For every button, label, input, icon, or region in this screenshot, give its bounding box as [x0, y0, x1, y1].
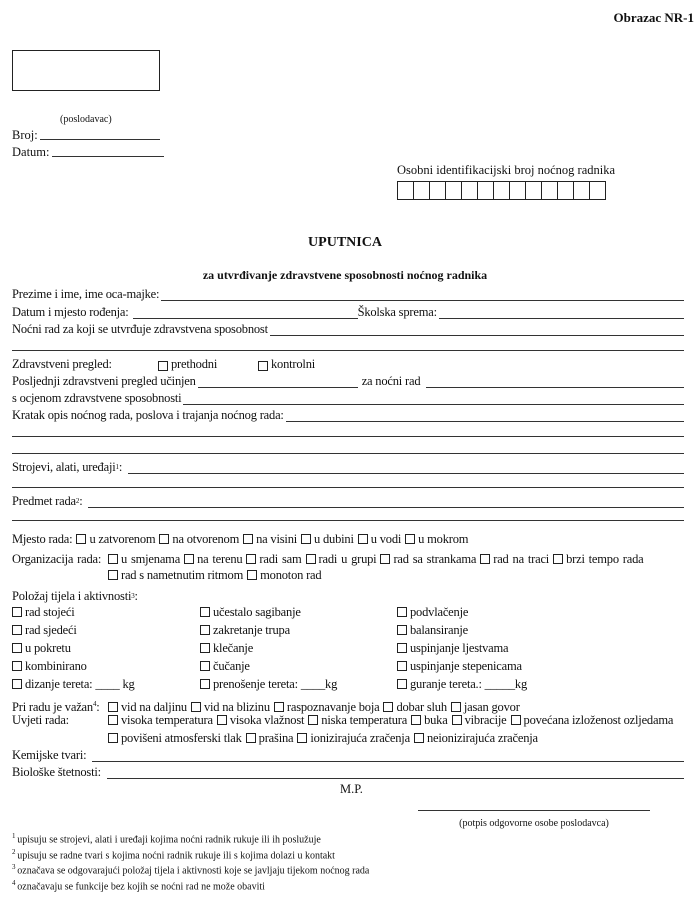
nocni-rad-field-2[interactable] — [12, 350, 684, 351]
option-label: prenošenje tereta: ____kg — [213, 677, 338, 691]
checkbox[interactable] — [191, 702, 201, 712]
checkbox[interactable] — [108, 733, 118, 743]
option-label: učestalo sagibanje — [213, 605, 301, 619]
oib-digit-box[interactable] — [510, 181, 526, 200]
checkbox[interactable] — [246, 554, 256, 564]
option-label: podvlačenje — [410, 605, 469, 619]
oib-digit-box[interactable] — [414, 181, 430, 200]
option-label: u zatvorenom — [89, 532, 156, 546]
checkbox[interactable] — [397, 625, 407, 635]
signature-field[interactable] — [418, 810, 650, 811]
option-label: vid na blizinu — [203, 700, 270, 715]
checkbox[interactable] — [553, 554, 563, 564]
oib-digit-box[interactable] — [462, 181, 478, 200]
checkbox[interactable] — [12, 679, 22, 689]
predmet-label: Predmet rada — [12, 494, 76, 508]
option[interactable] — [511, 713, 674, 727]
option-label: vid na daljinu — [121, 700, 187, 715]
option[interactable] — [297, 731, 410, 745]
option-label: povećana izloženost ozljedama — [523, 713, 674, 727]
option-label: monoton rad — [260, 568, 322, 582]
checkbox[interactable] — [243, 534, 253, 544]
checkbox[interactable] — [108, 702, 118, 712]
option-label: u dubini — [314, 532, 354, 546]
option[interactable] — [159, 532, 239, 546]
skolska-field[interactable] — [439, 307, 684, 319]
checkbox[interactable] — [306, 554, 316, 564]
oib-boxes[interactable] — [397, 181, 606, 200]
option[interactable] — [243, 532, 297, 546]
footnote: $^2$ upisuju se radne tvari s kojima noćni radnik rukuje ili s kojima dolazi u kontakt — [12, 847, 335, 861]
option[interactable] — [108, 552, 180, 566]
option-label: u pokretu — [25, 641, 71, 655]
option[interactable] — [12, 623, 77, 638]
oib-label: Osobni identifikacijski broj noćnog radnika — [397, 163, 616, 177]
oib-digit-box[interactable] — [542, 181, 558, 200]
option-label: klečanje — [213, 641, 254, 655]
checkbox[interactable] — [217, 715, 227, 725]
bioloske-field[interactable] — [107, 767, 684, 779]
kratak-field[interactable] — [286, 410, 684, 422]
checkbox[interactable] — [108, 554, 118, 564]
checkbox[interactable] — [200, 679, 210, 689]
checkbox[interactable] — [380, 554, 390, 564]
option[interactable] — [200, 659, 250, 674]
option-label: dizanje tereta: ____ kg — [25, 677, 135, 691]
option[interactable] — [553, 552, 643, 566]
oib-digit-box[interactable] — [558, 181, 574, 200]
option-label: jasan govor — [463, 700, 520, 715]
checkbox[interactable] — [12, 661, 22, 671]
checkbox[interactable] — [414, 733, 424, 743]
option-label: rad sa strankama — [393, 552, 477, 566]
checkbox[interactable] — [301, 534, 311, 544]
organizacija-label: Organizacija rada: — [12, 552, 102, 566]
option-label: vibracije — [464, 713, 507, 727]
broj-field[interactable] — [40, 128, 160, 140]
kontrolni-label: kontrolni — [271, 357, 316, 371]
checkbox[interactable] — [397, 643, 407, 653]
ocjena-label: s ocjenom zdravstvene sposobnosti — [12, 391, 182, 405]
footnote: $^3$ označava se odgovarajući položaj tijela i aktivnosti koje se javljaju tijekom noćnog rada — [12, 863, 370, 877]
uvjeti-label: Uvjeti rada: — [12, 713, 69, 727]
option[interactable] — [405, 532, 468, 546]
option[interactable] — [480, 552, 549, 566]
checkbox[interactable] — [297, 733, 307, 743]
option-label: u smjenama — [121, 552, 181, 566]
checkbox[interactable] — [12, 607, 22, 617]
checkbox[interactable] — [383, 702, 393, 712]
footnote: $^1$ upisuju se strojevi, alati i uređaji kojima noćni radnik rukuje ili ih poslužuje — [12, 832, 321, 846]
prethodni-label: prethodni — [171, 357, 218, 371]
checkbox[interactable] — [108, 570, 118, 580]
option-label: na terenu — [197, 552, 243, 566]
skolska-label: Školska sprema: — [357, 305, 437, 319]
ocjena-field[interactable] — [183, 393, 684, 405]
checkbox[interactable] — [274, 702, 284, 712]
option-label: u vodi — [370, 532, 402, 546]
predmet-field-2[interactable] — [12, 520, 684, 521]
strojevi-field-2[interactable] — [12, 487, 684, 488]
option[interactable] — [397, 641, 508, 656]
option[interactable] — [397, 605, 468, 620]
option[interactable] — [217, 713, 304, 727]
option-label: visoka temperatura — [121, 713, 213, 727]
datum-label: Datum: — [12, 145, 50, 159]
checkbox[interactable] — [411, 715, 421, 725]
oib-digit-box[interactable] — [446, 181, 462, 200]
option[interactable] — [200, 623, 290, 638]
option[interactable] — [108, 731, 242, 745]
kemijske-field[interactable] — [92, 750, 684, 762]
checkbox[interactable] — [159, 534, 169, 544]
page-subtitle: za utvrđivanje zdravstvene sposobnosti noćnog radnika — [202, 268, 488, 282]
option-label: čučanje — [213, 659, 250, 673]
option-label: uspinjanje stepenicama — [410, 659, 522, 673]
option-label: ionizirajuća zračenja — [310, 731, 410, 745]
option-label: povišeni atmosferski tlak — [121, 731, 242, 745]
kratak-field-3[interactable] — [12, 453, 684, 454]
checkbox[interactable] — [12, 625, 22, 635]
option[interactable] — [358, 532, 401, 546]
option[interactable] — [12, 659, 87, 674]
checkbox[interactable] — [200, 607, 210, 617]
option[interactable] — [397, 623, 468, 638]
option[interactable] — [108, 713, 213, 727]
option-label: visoka vlažnost — [229, 713, 305, 727]
checkbox[interactable] — [246, 733, 256, 743]
checkbox-kontrolni[interactable] — [258, 361, 268, 371]
mjesto-label: Mjesto rada: — [12, 532, 73, 546]
option[interactable] — [200, 641, 253, 656]
datum-mjesto-label: Datum i mjesto rođenja: — [12, 305, 129, 319]
kratak-field-2[interactable] — [12, 436, 684, 437]
option-label: niska temperatura — [321, 713, 408, 727]
signature-label: (potpis odgovorne osobe poslodavca) — [459, 818, 609, 829]
nocni-rad-field[interactable] — [270, 324, 684, 336]
option[interactable] — [12, 641, 71, 656]
footnote: $^4$ označavaju se funkcije bez kojih se noćni rad ne može obaviti — [12, 878, 265, 892]
option[interactable] — [308, 713, 407, 727]
option[interactable] — [411, 713, 448, 727]
option-label: dobar sluh — [396, 700, 447, 715]
prezime-field[interactable] — [161, 289, 684, 301]
form-code: Obrazac NR-1 — [613, 10, 694, 25]
oib-digit-box[interactable] — [430, 181, 446, 200]
checkbox[interactable] — [397, 679, 407, 689]
oib-digit-box[interactable] — [526, 181, 542, 200]
option[interactable] — [246, 731, 294, 745]
checkbox[interactable] — [200, 661, 210, 671]
posljednji-label: Posljednji zdravstveni pregled učinjen — [12, 374, 196, 388]
datum-mjesto-field[interactable] — [133, 307, 358, 319]
checkbox[interactable] — [200, 625, 210, 635]
checkbox[interactable] — [76, 534, 86, 544]
checkbox-prethodni[interactable] — [158, 361, 168, 371]
pregled-label: Zdravstveni pregled: — [12, 357, 112, 371]
checkbox[interactable] — [452, 715, 462, 725]
option[interactable] — [301, 532, 354, 546]
oib-digit-box[interactable] — [478, 181, 494, 200]
option-label: na otvorenom — [172, 532, 240, 546]
strojevi-field[interactable] — [128, 462, 684, 474]
option-label: kombinirano — [25, 659, 87, 673]
option-label: rad stojeći — [25, 605, 75, 619]
page-title: UPUTNICA — [308, 235, 382, 250]
option-label: balansiranje — [410, 623, 468, 637]
broj-label: Broj: — [12, 128, 38, 142]
checkbox[interactable] — [451, 702, 461, 712]
option[interactable] — [108, 568, 243, 582]
option-label: radi sam — [259, 552, 302, 566]
option-label: radi u grupi — [318, 552, 377, 566]
posljednji-field[interactable] — [198, 376, 358, 388]
option[interactable] — [200, 605, 301, 620]
option[interactable] — [414, 731, 538, 745]
option[interactable] — [380, 552, 476, 566]
kratak-label: Kratak opis noćnog rada, poslova i trajanja noćnog rada: — [12, 408, 284, 422]
polozaj-label: Položaj tijela i aktivnosti — [12, 589, 132, 603]
oib-digit-box[interactable] — [590, 181, 606, 200]
strojevi-label: Strojevi, alati, uređaji — [12, 460, 116, 474]
option[interactable] — [247, 568, 321, 582]
option-label: raspoznavanje boja — [286, 700, 380, 715]
option-label: u mokrom — [418, 532, 469, 546]
option[interactable] — [306, 552, 377, 566]
checkbox[interactable] — [308, 715, 318, 725]
oib-digit-box[interactable] — [398, 181, 414, 200]
option[interactable] — [12, 677, 135, 692]
checkbox[interactable] — [397, 607, 407, 617]
checkbox[interactable] — [200, 643, 210, 653]
checkbox[interactable] — [247, 570, 257, 580]
checkbox[interactable] — [358, 534, 368, 544]
option[interactable] — [76, 532, 155, 546]
oib-digit-box[interactable] — [494, 181, 510, 200]
datum-field[interactable] — [52, 145, 165, 157]
oib-digit-box[interactable] — [574, 181, 590, 200]
option-label: rad s nametnutim ritmom — [121, 568, 244, 582]
option-label: neionizirajuća zračenja — [426, 731, 538, 745]
za-nocni-label: za noćni rad — [361, 374, 421, 388]
option-label: buka — [424, 713, 448, 727]
checkbox[interactable] — [511, 715, 521, 725]
bioloske-label: Biološke štetnosti: — [12, 765, 101, 779]
employer-label: (poslodavac) — [60, 114, 112, 125]
kemijske-label: Kemijske tvari: — [12, 748, 87, 762]
option-label: prašina — [258, 731, 294, 745]
checkbox[interactable] — [480, 554, 490, 564]
predmet-field[interactable] — [88, 496, 684, 508]
employer-stamp-box[interactable] — [12, 50, 160, 91]
option[interactable] — [246, 552, 301, 566]
option-label: na visini — [256, 532, 298, 546]
option-label: guranje tereta.: _____kg — [410, 677, 528, 691]
checkbox[interactable] — [397, 661, 407, 671]
option-label: rad sjedeći — [25, 623, 77, 637]
option[interactable] — [397, 677, 527, 692]
option[interactable] — [12, 605, 75, 620]
option[interactable] — [200, 677, 337, 692]
option[interactable] — [452, 713, 507, 727]
nocni-rad-label: Noćni rad za koji se utvrđuje zdravstvena sposobnost — [12, 322, 268, 336]
checkbox[interactable] — [108, 715, 118, 725]
option[interactable] — [397, 659, 522, 674]
option-label: rad na traci — [493, 552, 550, 566]
checkbox[interactable] — [405, 534, 415, 544]
za-nocni-field[interactable] — [426, 376, 684, 388]
option-label: zakretanje trupa — [213, 623, 290, 637]
checkbox[interactable] — [12, 643, 22, 653]
prezime-label: Prezime i ime, ime oca-majke: — [12, 287, 160, 301]
vazan-label: Pri radu je važan$^4$: — [12, 700, 100, 715]
checkbox[interactable] — [184, 554, 194, 564]
option[interactable] — [184, 552, 242, 566]
option-label: uspinjanje ljestvama — [410, 641, 509, 655]
mp-label: M.P. — [340, 782, 363, 796]
option-label: brzi tempo rada — [566, 552, 644, 566]
